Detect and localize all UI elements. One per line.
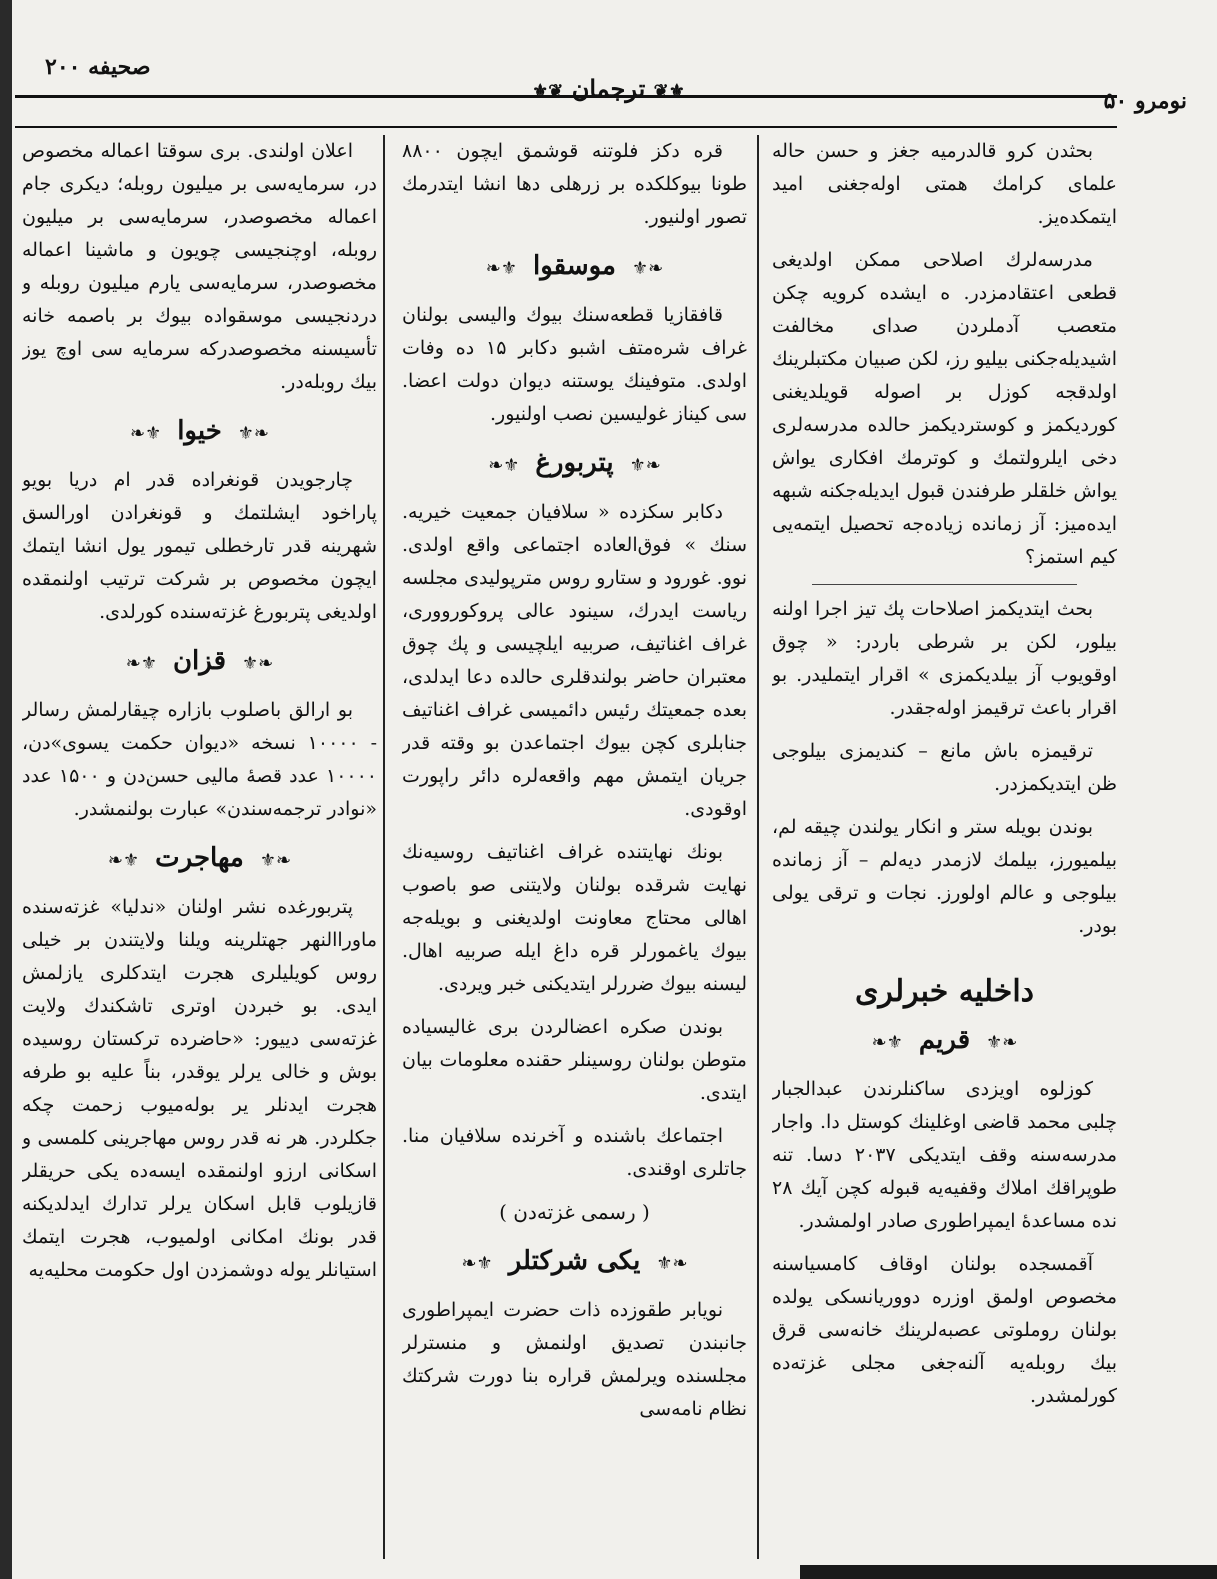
ornament-icon: ❦⚜ (532, 81, 564, 102)
article-title: ❧⚜یکی شرکتلر⚜❧ (461, 1246, 688, 1276)
paragraph: چارجویدن قونغراده قدر ام دریا بویو پاراخود ایشلتمك و قونغرادن اورالسق شهرینه قدر تارخطلی تیمور یول انشا ایتمك ایچون مخصوص بر شرکت ترتیب اولنمقده اولدیغی پتربورغ غزته‌سنده کورلدی. (22, 469, 377, 623)
article-title: ❧⚜موسقوا⚜❧ (485, 251, 664, 281)
article-title: ❧⚜قزان⚜❧ (125, 646, 274, 676)
paragraph: بحث ایتدیکمز اصلاحات پك تیز اجرا اولنه بیلور، لکن بر شرطی باردر: « چوق اوقویوب آز بیلدیکمزی » اقرار ایتملیدر. بو اقرار باعث ترقیمز اوله‌جقدر. (772, 598, 1117, 719)
column-divider (383, 135, 385, 1559)
paragraph: نویابر طقوزده ذات حضرت ایمپراطوری جانبندن تصدیق اولنمش و منسترلر مجلسنده ویرلمش قراره بنا دورت شرکتك نظام نامه‌سی (402, 1299, 747, 1420)
scan-edge (0, 0, 12, 1579)
paragraph: قره دکز فلوتنه قوشمق ایچون ۸۸۰۰ طونا بیوکلکده بر زرهلی دها انشا ایتدرمك تصور اولنیور. (402, 140, 747, 228)
paragraph: بوندن بویله ستر و انکار یولندن چیقه لم، بیلمیورز، بیلمك لازمدر دیه‌لم – آز زمانده بیلوجی و عالم اولورز. نجات و ترقی یولی بودر. (772, 816, 1117, 937)
section-heading: داخلیه خبرلری (854, 974, 1035, 1009)
ornament-icon: ⚜❦ (653, 81, 685, 102)
middle-column (402, 135, 747, 1569)
ornament-icon: ⚜❧ (107, 850, 140, 871)
ornament-icon: ❧⚜ (242, 653, 274, 674)
newspaper-title-text: ترجمان (571, 74, 646, 103)
header-rule-lower (15, 126, 1117, 128)
paragraph: پتربورغده نشر اولنان «ندلیا» غزته‌سنده ماوراالنهر جهتلرینه ویلنا ولایتندن بر خیلی روس کویلیلری هجرت ایتدکلری یازلمش ایدی. بو خبردن اوتری تاشکندك ولایت غزته‌سی دییور: «حاضرده ترکستان روسیده بوش و خالی یرلر یوقدر، بناً علیه بو طرفه هجرت ایدنلر یر بوله‌میوب زحمت چکه جکلردر. هر نه قدر روس مهاجرینی کلمسی و اسکانی ارزو اولنمقده ایسه‌ده یکی حریقلر قازیلوب قابل اسکان یرلر تدارك ایدلدیکنه قدر بونك امکانی اولمیوب، هجرت ایتمك استیانلر یوله دوشمزدن اول حکومت محلیه‌یه (22, 896, 377, 1281)
newspaper-title (20, 74, 1197, 103)
paragraph: ترقیمزه باش مانع – کندیمزی بیلوجی ظن ایتدیکمزدر. (772, 740, 1117, 795)
paragraph: آقمسجده بولنان اوقاف کامسیاسنه مخصوص اولمق اوزره دووریانسکی یولده بولنان روملوتی عصبه‌لرینك خانه‌سی قرق بیك روبله‌یه آلنه‌جغی مجلی غزته‌ده کورلمشدر. (772, 1253, 1117, 1407)
paragraph: اجتماعك باشنده و آخرنده سلافیان منا. جاتلری اوقندی. (402, 1125, 747, 1180)
paragraph: دکابر سکزده « سلافیان جمعیت خیریه. سنك » فوق‌العاده اجتماعی واقع اولدی. نوو. غورود و ستارو روس مترپولیدی مجلسه ریاست ایدرك، سینود عالی پروکورووری، غراف اغناتیف، صربیه ایلچیسی و پك چوق معتبران حاضر بولندقلری حالده دعا ایدلدی، بعده جمعیتك رئیس دائمیسی غراف اغناتیف جنابلری کچن بیوك اجتماعدن بو وقته قدر جریان ایتمش مهم واقعه‌لره دائر راپورت اوقودی. (402, 501, 747, 820)
column-divider (757, 135, 759, 1559)
divider (812, 584, 1077, 585)
ornament-icon: ❧⚜ (237, 423, 269, 444)
right-column (772, 135, 1117, 1569)
paragraph: قافقازیا قطعه‌سنك بیوك والیسی بولنان غراف شره‌متف اشبو دکابر ۱۵ ده وفات اولدی. متوفینك یوستنه دیوان دولت اعضا. سی کیناز غولیسین نصب اولنیور. (402, 304, 747, 425)
ornament-icon: ⚜❧ (871, 1032, 903, 1053)
article-title: ❧⚜پتربورغ⚜❧ (488, 448, 661, 478)
article-title: ❧⚜مهاجرت⚜❧ (107, 843, 292, 873)
article-title: ❧⚜خیوا⚜❧ (129, 416, 269, 446)
paragraph: کوزلوه اویزدی ساکنلرندن عبدالجبار چلبی محمد قاضی اوغلینك کوستل دا. واجار مدرسه‌سنه وقف ایتدیکی ۲۰۳۷ دسا. تنه طوپراقك املاك وقفیه‌یه قبوله کچن آیك ۲۸ نده مساعدهٔ ایمپراطوری صادر اولمشدر. (772, 1078, 1117, 1232)
paragraph: بونك نهایتنده غراف اغناتیف روسیه‌نك نهایت شرقده بولنان ولایتنی صو باصوب اهالی محتاج معاونت اولدیغنی و بویله‌جه بیوك یاغمورلر قره داغ ایله صربیه اهال. لیسنه بیوك ضررلر ایتدیکنی خبر ویردی. (402, 841, 747, 995)
page-header (20, 40, 1197, 114)
page-number: صحیفه ۲۰۰ (45, 54, 151, 80)
ornament-icon: ⚜❧ (125, 653, 157, 674)
source-note: ( رسمی غزته‌دن ) (499, 1200, 650, 1224)
article-title: ❧⚜قریم⚜❧ (871, 1025, 1018, 1055)
ornament-icon: ⚜❧ (129, 423, 162, 444)
issue-number: نومرو ۵۰ (1103, 88, 1187, 114)
ornament-icon: ❧⚜ (259, 850, 292, 871)
paragraph: بحثدن کرو قالدرمیه جغز و حسن حاله علمای کرامك همتی اوله‌جغنی امید ایتمکده‌یز. (772, 140, 1117, 228)
paragraph: بو ارالق باصلوب بازاره چیقارلمش رسالر - ۱۰۰۰۰ نسخه «دیوان حکمت یسوی»دن، ۱۰۰۰۰ عدد قصهٔ مالیی حسن‌دن و ۱۵۰۰ عدد «نوادر ترجمه‌سندن» عبارت بولنمشدر. (22, 699, 377, 820)
ornament-icon: ❧⚜ (656, 1253, 688, 1274)
header-rule (15, 95, 1117, 98)
paragraph: اعلان اولندی. بری سوقتا اعماله مخصوص در، سرمایه‌سی بر میلیون روبله؛ دیکری جام اعماله مخصوصدر، سرمایه‌سی بر میلیون روبله، اوچنجیسی چویون و ماشینا اعماله مخصوصدر، سرمایه‌سی یارم میلیون روبله و دردنجیسی موسقواده بیوك بر باصمه خانه تأسیسنه مخصوصدرکه سرمایه سی اوچ یوز بیك روبله‌در. (22, 140, 377, 393)
ornament-icon: ⚜❧ (461, 1253, 493, 1274)
paragraph: مدرسه‌لرك اصلاحی ممکن اولدیغی قطعی اعتقادمزدر. ه ایشده کرویه چکن متعصب آدملردن صدای مخالفت اشیدیله‌جکنی بیلیو رز، لکن صبیان مکتبلرینك اولدقجه کوزل بر اصوله قویلدیغنی کوردیکمز و کوستردیکمز حالده مدرسه‌لری دخی ایلرولتمك و کوترمك افکاری یواش یواش خلقلر طرفندن قبول ایدیله‌جکنه شبهه ایده‌میز: آز زمانده زیاده‌جه تحصیل ایتمه‌یی کیم استمز؟ (772, 249, 1117, 568)
ornament-icon: ⚜❧ (488, 455, 520, 476)
ornament-icon: ⚜❧ (485, 258, 518, 279)
left-column (22, 135, 377, 1569)
ornament-icon: ❧⚜ (629, 455, 661, 476)
ornament-icon: ❧⚜ (986, 1032, 1018, 1053)
scan-edge-bottom (800, 1565, 1217, 1579)
paragraph: بوندن صکره اعضالردن بری غالیسیاده متوطن بولنان روسینلر حقنده معلومات بیان ایتدی. (402, 1016, 747, 1104)
ornament-icon: ❧⚜ (631, 258, 664, 279)
